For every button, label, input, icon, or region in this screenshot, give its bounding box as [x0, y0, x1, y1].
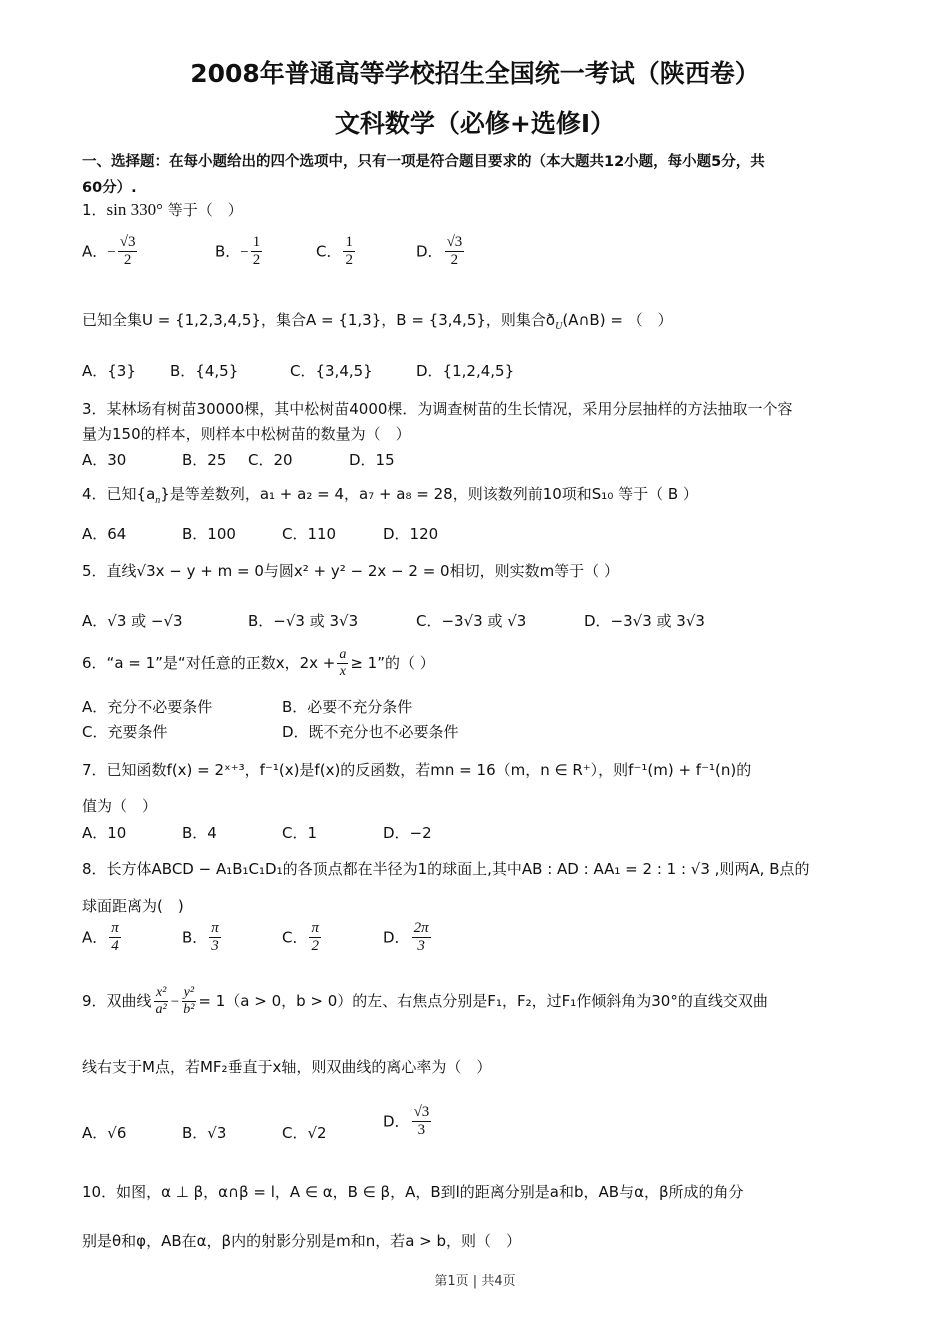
page-subtitle: 文科数学（必修+选修Ⅰ） — [334, 109, 616, 138]
question-8-cont: 球面距离为( ) — [82, 897, 184, 915]
question-3-cont: 量为150的样本，则样本中松树苗的数量为（ ） — [82, 425, 411, 443]
q8-option-b: B． $\frac{\pi}{3}$ — [182, 920, 219, 955]
question-7-cont: 值为（ ） — [82, 797, 158, 815]
section-heading: 一、选择题：在每小题给出的四个选项中，只有一项是符合题目要求的（本大题共12小题，每小题5分，共 — [82, 154, 765, 170]
question-6: 6．“a = 1”是“对任意的正数x，2x + $\frac{a}{x}$ ≥ 1”的（ ） — [82, 647, 435, 680]
q6-option-b: B．必要不充分条件 — [282, 698, 413, 716]
question-2: 已知全集U = {1,2,3,4,5}，集合A = {1,3}，B = {3,4,5}，则集合$ð_U(A\cap B)$ = （ ） — [82, 311, 673, 332]
q5-option-d: D．−3√3 或 3√3 — [584, 612, 705, 630]
q7-option-d: D．−2 — [383, 824, 432, 842]
question-9-cont: 线右支于M点，若MF₂垂直于x轴，则双曲线的离心率为（ ） — [82, 1058, 492, 1076]
q1-option-d: D． $\frac{√3}{2}$ — [416, 234, 463, 269]
question-4: 4．已知$\{a_n\}$是等差数列，a₁ + a₂ = 4，a₇ + a₈ = 28，则该数列前10项和S₁₀ 等于（ B ） — [82, 485, 698, 506]
q8-option-d: D． $\frac{2\pi}{3}$ — [383, 920, 429, 955]
q3-option-b: B．25 — [182, 451, 227, 469]
q9-option-b: B．√3 — [182, 1124, 227, 1142]
q5-option-a: A．√3 或 −√3 — [82, 612, 183, 630]
question-8: 8．长方体ABCD − A₁B₁C₁D₁的各顶点都在半径为1的球面上,其中AB : AD : AA₁ = 2 : 1 : √3 ,则两A, B点的 — [82, 860, 810, 878]
q9-option-a: A．√6 — [82, 1124, 127, 1142]
q5-option-b: B．−√3 或 3√3 — [248, 612, 359, 630]
q6-option-a: A．充分不必要条件 — [82, 698, 213, 716]
q8-option-c: C． $\frac{\pi}{2}$ — [282, 920, 319, 955]
q2-option-a: A．{3} — [82, 362, 136, 380]
question-9: 9．双曲线 $\frac{\text{x²}}{\text{a²}}$ − $\frac{\text{y²}}{\text{b²}}$ = 1（a > 0，b > 0）的左、右焦点分别是F₁，F₂，过F₁作倾斜角为30°的直线交双曲 — [82, 985, 768, 1018]
q2-option-c: C．{3,4,5} — [290, 362, 373, 380]
q7-option-a: A．10 — [82, 824, 127, 842]
q4-option-d: D．120 — [383, 525, 439, 543]
q3-option-a: A．30 — [82, 451, 127, 469]
q6-option-c: C．充要条件 — [82, 723, 168, 741]
q6-option-d: D．既不充分也不必要条件 — [282, 723, 459, 741]
q7-option-b: B．4 — [182, 824, 217, 842]
q9-option-d: D． $\frac{√3}{3}$ — [383, 1104, 430, 1139]
q9-option-c: C．√2 — [282, 1124, 327, 1142]
question-3: 3．某林场有树苗30000棵，其中松树苗4000棵．为调查树苗的生长情况，采用分层抽样的方法抽取一个容 — [82, 400, 793, 418]
q5-option-c: C．−3√3 或 √3 — [416, 612, 527, 630]
page-title: 2008年普通高等学校招生全国统一考试（陕西卷） — [190, 59, 760, 88]
page-footer: 第1页 | 共4页 — [434, 1274, 516, 1289]
question-5: 5．直线√3x − y + m = 0与圆x² + y² − 2x − 2 = 0相切，则实数m等于（ ） — [82, 562, 619, 580]
question-1: 1．sin 330° 等于（ ） — [82, 200, 243, 219]
q3-option-d: D．15 — [349, 451, 395, 469]
q1-option-c: C． $\frac{1}{2}$ — [316, 234, 353, 269]
q4-option-a: A．64 — [82, 525, 127, 543]
q7-option-c: C．1 — [282, 824, 318, 842]
q2-option-d: D．{1,2,4,5} — [416, 362, 515, 380]
q1-option-a: A．− $\frac{√3}{2}$ — [82, 234, 136, 269]
q1-option-b: B．− $\frac{1}{2}$ — [215, 234, 261, 269]
section-heading-cont: 60分）. — [82, 180, 137, 196]
question-7: 7．已知函数f(x) = 2ˣ⁺³，f⁻¹(x)是f(x)的反函数，若mn = 16（m，n ∈ R⁺），则f⁻¹(m) + f⁻¹(n)的 — [82, 761, 752, 779]
q8-option-a: A． $\frac{\pi}{4}$ — [82, 920, 119, 955]
question-10-cont: 别是θ和φ，AB在α，β内的射影分别是m和n，若a > b，则（ ） — [82, 1232, 522, 1250]
q4-option-b: B．100 — [182, 525, 236, 543]
q3-option-c: C．20 — [248, 451, 293, 469]
q2-option-b: B．{4,5} — [170, 362, 239, 380]
question-10: 10．如图，α ⊥ β，α∩β = l，A ∈ α，B ∈ β，A，B到l的距离分别是a和b，AB与α，β所成的角分 — [82, 1183, 744, 1201]
q4-option-c: C．110 — [282, 525, 337, 543]
